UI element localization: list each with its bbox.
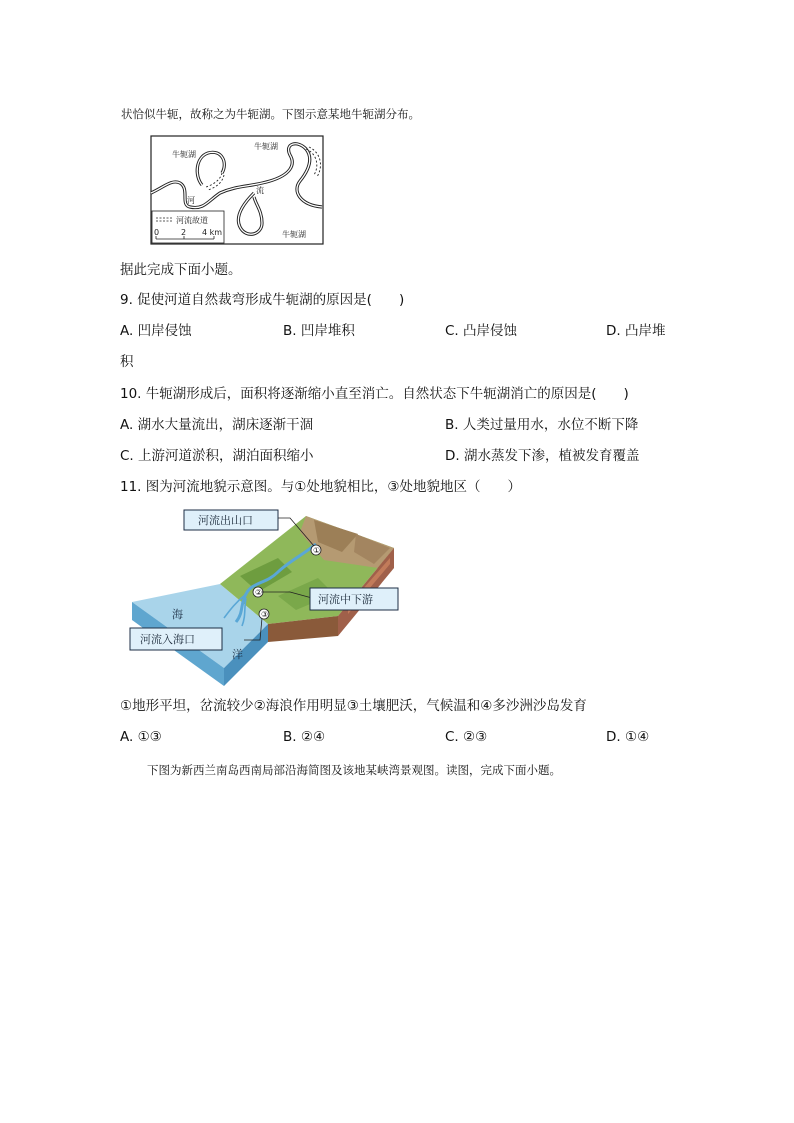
marker-1: ① — [313, 546, 321, 555]
box-middle-lower: 河流中下游 — [318, 593, 373, 606]
scale-2: 2 — [181, 228, 187, 237]
next-section-intro: 下图为新西兰南岛西南局部沿海简图及该地某峡湾景观图。读图，完成下面小题。 — [147, 763, 561, 777]
legend-old-channel: 河流故道 — [176, 216, 208, 225]
q10-option-c: C. 上游河道淤积，湖泊面积缩小 — [120, 448, 314, 464]
q11-stem: 11. 图为河流地貌示意图。与①处地貌相比，③处地貌地区（ ） — [120, 479, 521, 495]
marker-2: ② — [255, 588, 263, 597]
scale-0: 0 — [154, 228, 160, 237]
river-landform-diagram — [128, 506, 400, 688]
oxbow-label-c: 牛轭湖 — [282, 230, 306, 239]
oxbow-lake-map — [150, 135, 324, 245]
lead-in: 据此完成下面小题。 — [120, 262, 242, 278]
q11-option-b: B. ②④ — [283, 729, 326, 745]
oxbow-label-a: 牛轭湖 — [172, 150, 196, 159]
box-river-mouth: 河流入海口 — [140, 633, 195, 646]
river-char-liu: 流 — [256, 186, 264, 195]
intro-text: 状恰似牛轭，故称之为牛轭湖。下图示意某地牛轭湖分布。 — [121, 107, 420, 121]
q10-option-b: B. 人类过量用水，水位不断下降 — [445, 417, 639, 433]
q11-statements: ①地形平坦，岔流较少②海浪作用明显③土壤肥沃，气候温和④多沙洲沙岛发育 — [120, 698, 587, 714]
box-river-outlet: 河流出山口 — [198, 514, 253, 527]
q11-option-c: C. ②③ — [445, 729, 488, 745]
q9-option-d-wrap: 积 — [120, 354, 134, 370]
sea-char-yang: 洋 — [232, 648, 243, 661]
q10-stem: 10. 牛轭湖形成后，面积将逐渐缩小直至消亡。自然状态下牛轭湖消亡的原因是( ) — [120, 386, 629, 402]
river-char-he: 河 — [187, 196, 195, 205]
q10-option-d: D. 湖水蒸发下渗，植被发育覆盖 — [445, 448, 640, 464]
q10-option-a: A. 湖水大量流出，湖床逐渐干涸 — [120, 417, 314, 433]
scale-4: 4 km — [202, 228, 223, 237]
marker-3: ③ — [261, 610, 269, 619]
sea-char-hai: 海 — [172, 608, 183, 621]
q9-option-d: D. 凸岸堆 — [606, 323, 666, 339]
q9-stem: 9. 促使河道自然裁弯形成牛轭湖的原因是( ) — [120, 292, 405, 308]
q9-option-a: A. 凹岸侵蚀 — [120, 323, 192, 339]
q11-option-a: A. ①③ — [120, 729, 162, 745]
oxbow-label-b: 牛轭湖 — [254, 142, 278, 151]
q9-option-c: C. 凸岸侵蚀 — [445, 323, 518, 339]
q11-option-d: D. ①④ — [606, 729, 650, 745]
q9-option-b: B. 凹岸堆积 — [283, 323, 355, 339]
